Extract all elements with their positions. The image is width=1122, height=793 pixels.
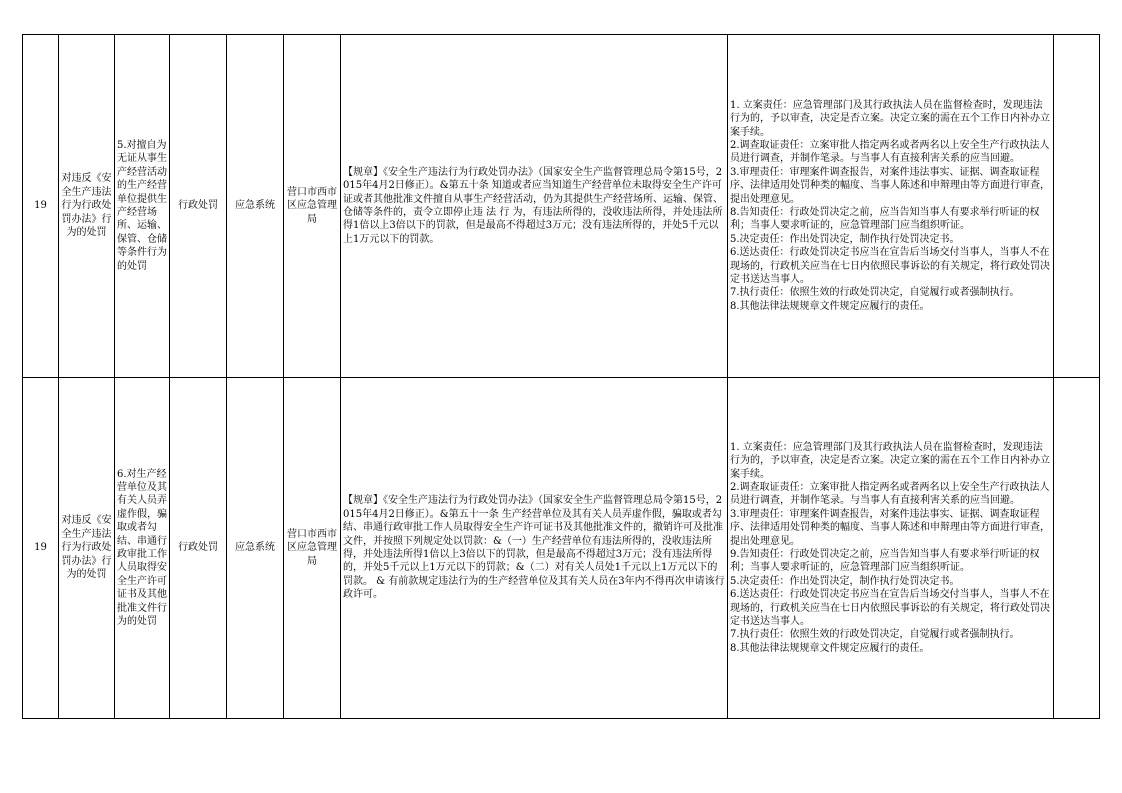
duty-item: 5.决定责任：作出处罚决定，制作执行处罚决定书。	[730, 233, 960, 245]
system-cell: 应急系统	[227, 35, 284, 378]
duties-cell	[728, 378, 1054, 719]
duties-cell	[728, 35, 1054, 378]
sub-item-cell: 5.对擅自为无证从事生产经营活动的生产经营单位提供生产经营场所、运输、保管、仓储等条件行为的处罚	[115, 35, 170, 378]
remark-cell	[1054, 378, 1100, 719]
table-row	[23, 35, 1100, 378]
duty-item: 2.调查取证责任：立案审批人指定两名或者两名以上安全生产行政执法人员进行调查，并制作笔录。与当事人有直接利害关系的应当回避。	[730, 139, 1050, 165]
duty-item: 1. 立案责任：应急管理部门及其行政执法人员在监督检查时，发现违法行为的，予以审查，决定是否立案。决定立案的需在五个工作日内补办立案手续。	[730, 441, 1050, 480]
seq-cell: 19	[23, 35, 59, 378]
table-row	[23, 378, 1100, 719]
sub-item-cell: 6.对生产经营单位及其有关人员弄虚作假，骗取或者勾结、串通行政审批工作人员取得安全生产许可证书及其他批准文件行为的处罚	[115, 378, 170, 719]
remark-cell	[1054, 35, 1100, 378]
item-name-cell: 对违反《安全生产违法行为行政处罚办法》行为的处罚	[59, 35, 115, 378]
duty-item: 7.执行责任：依照生效的行政处罚决定，自觉履行或者强制执行。	[730, 629, 1020, 641]
legal-basis-cell: 【规章】《安全生产违法行为行政处罚办法》（国家安全生产监督管理总局令第15号，2015年4月2日修正）。&第五十一条 生产经营单位及其有关人员弄虚作假，骗取或者勾结、串通行政审批工作人员取得安全生产许可证书及其他批准文件的，撤销许可及批准文件，并按照下列规定处以罚款：&（一）生产经营单位有违法所得的，没收违法所得，并处违法所得1倍以上3倍以下的罚款，但是最高不得超过3万元；没有违法所得的，并处5千元以上1万元以下的罚款；&（二）对有关人员处1千元以上1万元以下的罚款。 & 有前款规定违法行为的生产经营单位及其有关人员在3年内不得再次申请该行政许可。	[341, 378, 728, 719]
duty-item: 6.送达责任：行政处罚决定书应当在宣告后当场交付当事人，当事人不在现场的，行政机关应当在七日内依照民事诉讼的有关规定，将行政处罚决定书送达当事人。	[730, 589, 1050, 628]
duty-item: 5.决定责任：作出处罚决定，制作执行处罚决定书。	[730, 575, 960, 587]
duty-item: 8.其他法律法规规章文件规定应履行的责任。	[730, 642, 930, 654]
power-type-cell: 行政处罚	[170, 378, 227, 719]
item-name-cell: 对违反《安全生产违法行为行政处罚办法》行为的处罚	[59, 378, 115, 719]
power-list-table	[22, 34, 1100, 719]
system-cell: 应急系统	[227, 378, 284, 719]
duty-item: 2.调查取证责任：立案审批人指定两名或者两名以上安全生产行政执法人员进行调查，并制作笔录。与当事人有直接利害关系的应当回避。	[730, 481, 1050, 507]
duty-item: 7.执行责任：依照生效的行政处罚决定，自觉履行或者强制执行。	[730, 287, 1020, 299]
duty-item: 8.告知责任：行政处罚决定之前，应当告知当事人有要求举行听证的权利；当事人要求听证的，应急管理部门应当组织听证。	[730, 207, 1040, 232]
duty-item: 8.其他法律法规规章文件规定应履行的责任。	[730, 300, 930, 312]
duty-item: 3.审理责任：审理案件调查报告，对案件违法事实、证据、调查取证程序、法律适用处罚种类的幅度、当事人陈述和申辩理由等方面进行审查，提出处理意见。	[730, 508, 1050, 547]
power-type-cell: 行政处罚	[170, 35, 227, 378]
duty-item: 9.告知责任：行政处罚决定之前，应当告知当事人有要求举行听证的权利；当事人要求听证的，应急管理部门应当组织听证。	[730, 549, 1040, 574]
duty-item: 6.送达责任：行政处罚决定书应当在宣告后当场交付当事人，当事人不在现场的，行政机关应当在七日内依照民事诉讼的有关规定，将行政处罚决定书送达当事人。	[730, 247, 1050, 286]
legal-basis-cell: 【规章】《安全生产违法行为行政处罚办法》（国家安全生产监督管理总局令第15号，2015年4月2日修正）。&第五十条 知道或者应当知道生产经营单位未取得安全生产许可证或者其他批准文件擅自从事生产经营活动，仍为其提供生产经营场所、运输、保管、仓储等条件的，责令立即停止违 法 行 为，有违法所得的，没收违法所得，并处违法所得1倍以上3倍以下的罚款，但是最高不得超过3万元；没有违法所得的，并处5千元以上1万元以下的罚款。	[341, 35, 728, 378]
duty-item: 1. 立案责任：应急管理部门及其行政执法人员在监督检查时，发现违法行为的，予以审查，决定是否立案。决定立案的需在五个工作日内补办立案手续。	[730, 99, 1050, 138]
seq-cell: 19	[23, 378, 59, 719]
agency-cell: 营口市西市区应急管理局	[284, 35, 341, 378]
duty-item: 3.审理责任：审理案件调查报告，对案件违法事实、证据、调查取证程序、法律适用处罚种类的幅度、当事人陈述和申辩理由等方面进行审查，提出处理意见。	[730, 166, 1050, 205]
agency-cell: 营口市西市区应急管理局	[284, 378, 341, 719]
